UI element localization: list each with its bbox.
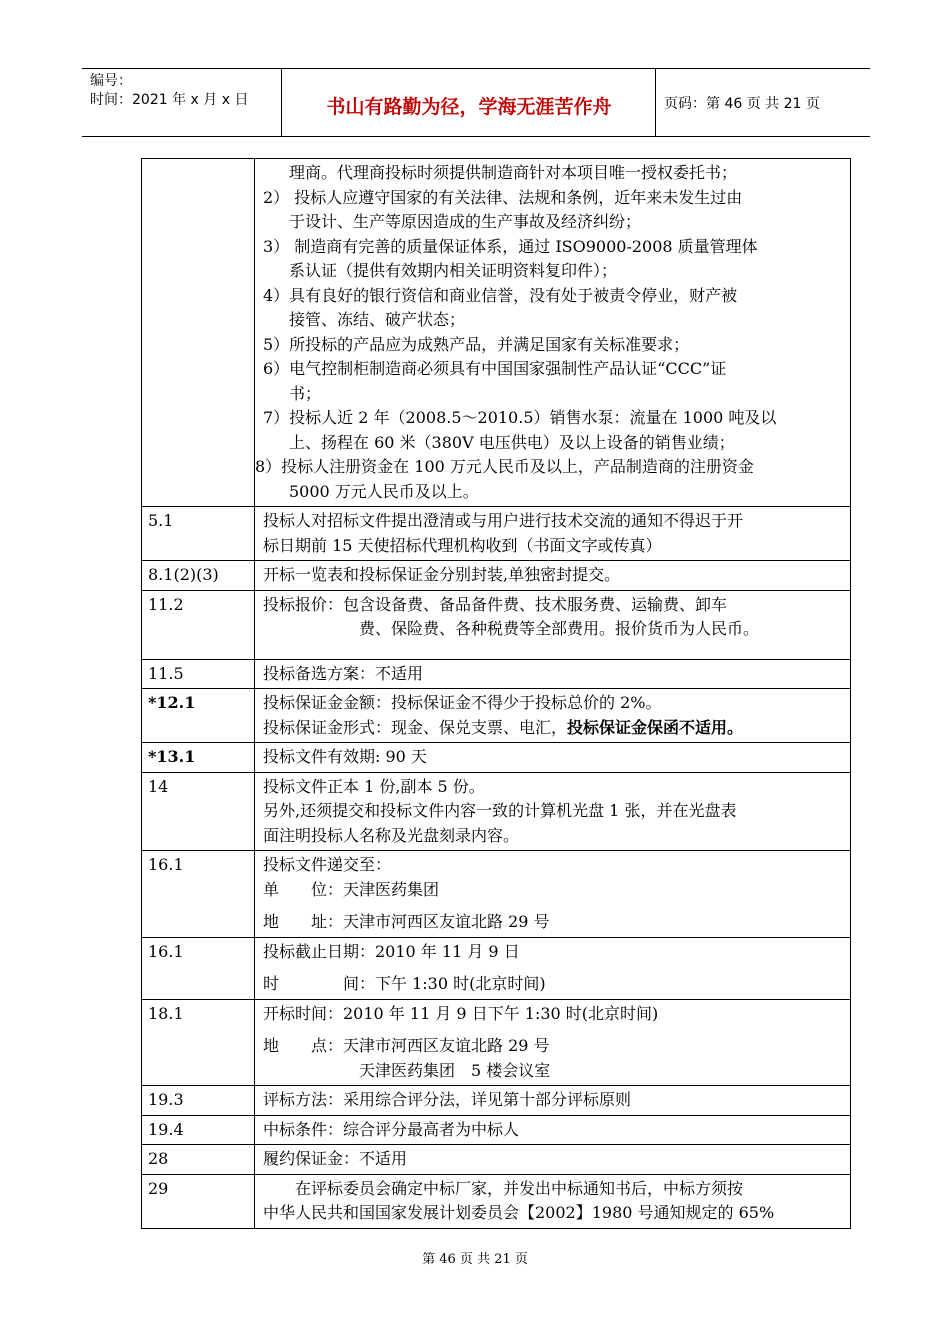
clause-content: 中标条件：综合评分最高者为中标人 <box>255 1115 851 1145</box>
table-row <box>142 659 851 689</box>
clause-content <box>255 1174 851 1228</box>
clause-number: 11.2 <box>142 590 255 659</box>
doc-date-label: 时间：2021 年 x 月 x 日 <box>90 92 249 108</box>
clause-content: 评标方法：采用综合评分法，详见第十部分评标原则 <box>255 1086 851 1116</box>
clause-number: 5.1 <box>142 507 255 561</box>
table-row <box>142 507 851 561</box>
clause-number: 16.1 <box>142 937 255 999</box>
clause-number: 29 <box>142 1174 255 1228</box>
content-line: 单 位：天津医药集团 <box>263 879 440 899</box>
table-row <box>142 1115 851 1145</box>
table-row <box>142 999 851 1086</box>
req-line: 7）投标人近 2 年（2008.5～2010.5）销售水泵：流量在 1000 吨及以 <box>263 408 777 427</box>
table-row <box>142 851 851 938</box>
content-line: 投标报价：包含设备费、备品备件费、技术服务费、运输费、卸车 <box>263 594 728 614</box>
table-row <box>142 689 851 743</box>
table-row <box>142 561 851 591</box>
clause-number: *12.1 <box>142 689 255 743</box>
clause-number: 16.1 <box>142 851 255 938</box>
content-line: 标日期前 15 天使招标代理机构收到（书面文字或传真） <box>263 535 662 555</box>
clause-content <box>255 772 851 851</box>
content-line: 在评标委员会确定中标厂家，并发出中标通知书后，中标方须按 <box>295 1178 744 1198</box>
clause-content <box>255 590 851 659</box>
clause-number <box>142 159 255 507</box>
content-line: 投标保证金金额：投标保证金不得少于投标总价的 2%。 <box>263 693 662 712</box>
clause-content: 履约保证金：不适用 <box>255 1145 851 1175</box>
header-top-rule <box>82 68 870 69</box>
req-line: 理商。代理商投标时须提供制造商针对本项目唯一授权委托书； <box>289 163 738 182</box>
clause-content <box>255 159 851 507</box>
clause-number: 19.4 <box>142 1115 255 1145</box>
table-row <box>142 937 851 999</box>
table-row <box>142 743 851 773</box>
header-divider-right <box>655 68 656 136</box>
header-motto: 书山有路勤为径，学海无涯苦作舟 <box>326 96 612 118</box>
req-line: 2） 投标人应遵守国家的有关法律、法规和条例，近年来未发生过由 <box>263 187 743 207</box>
clause-content: 投标备选方案：不适用 <box>255 659 851 689</box>
header-divider-left <box>281 68 282 136</box>
clause-content <box>255 999 851 1086</box>
content-line: 地 址：天津市河西区友谊北路 29 号 <box>263 912 550 931</box>
content-line: 投标截止日期：2010 年 11 月 9 日 <box>263 941 520 961</box>
table-row <box>142 1174 851 1228</box>
doc-code-label: 编号： <box>90 73 132 89</box>
content-line: 另外,还须提交和投标文件内容一致的计算机光盘 1 张，并在光盘表 <box>263 801 737 820</box>
content-line: 地 点：天津市河西区友谊北路 29 号 <box>263 1036 550 1055</box>
guarantee-note-bold: 投标保证金保函不适用。 <box>567 717 744 737</box>
clause-content: 投标文件有效期: 90 天 <box>255 743 851 773</box>
clause-number: 8.1(2)(3) <box>142 561 255 591</box>
clause-number: 18.1 <box>142 999 255 1086</box>
table-row <box>142 159 851 507</box>
clause-number: 28 <box>142 1145 255 1175</box>
req-line: 4）具有良好的银行资信和商业信誉，没有处于被责令停业，财产被 <box>263 285 738 305</box>
clause-content <box>255 507 851 561</box>
clause-number: 11.5 <box>142 659 255 689</box>
guarantee-forms: 投标保证金形式：现金、保兑支票、电汇， <box>263 717 568 737</box>
content-line: 投标文件递交至： <box>263 855 392 874</box>
table-row <box>142 590 851 659</box>
req-line: 5000 万元人民币及以上。 <box>289 481 479 501</box>
req-line: 接管、冻结、破产状态； <box>289 310 466 329</box>
req-line: 系认证（提供有效期内相关证明资料复印件）； <box>289 261 618 280</box>
table-row <box>142 772 851 851</box>
header-bottom-rule <box>82 136 870 137</box>
bid-data-table <box>141 158 851 1229</box>
clause-content: 开标一览表和投标保证金分别封装,单独密封提交。 <box>255 561 851 591</box>
header-page-info: 页码：第 46 页 共 21 页 <box>664 96 820 112</box>
req-line: 上、扬程在 60 米（380V 电压供电）及以上设备的销售业绩； <box>289 432 735 452</box>
clause-content <box>255 689 851 743</box>
content-line: 天津医药集团 5 楼会议室 <box>359 1060 551 1080</box>
req-line: 6）电气控制柜制造商必须具有中国国家强制性产品认证“CCC”证 <box>263 359 727 378</box>
clause-content <box>255 937 851 999</box>
content-line <box>263 716 844 741</box>
page-footer: 第 46 页 共 21 页 <box>422 1252 528 1267</box>
table-row <box>142 1145 851 1175</box>
clause-number: *13.1 <box>142 743 255 773</box>
clause-content <box>255 851 851 938</box>
req-line: 5）所投标的产品应为成熟产品，并满足国家有关标准要求； <box>263 334 690 354</box>
content-line: 中华人民共和国国家发展计划委员会【2002】1980 号通知规定的 65% <box>263 1203 775 1222</box>
content-line: 开标时间：2010 年 11 月 9 日下午 1:30 时(北京时间) <box>263 1003 659 1023</box>
req-line: 于设计、生产等原因造成的生产事故及经济纠纷； <box>289 212 642 231</box>
content-line: 面注明投标人名称及光盘刻录内容。 <box>263 825 520 845</box>
clause-number: 19.3 <box>142 1086 255 1116</box>
content-line: 投标人对招标文件提出澄清或与用户进行技术交流的通知不得迟于开 <box>263 511 744 530</box>
clause-number: 14 <box>142 772 255 851</box>
content-line: 时 间：下午 1:30 时(北京时间) <box>263 974 546 993</box>
header-meta <box>90 72 248 110</box>
table-row <box>142 1086 851 1116</box>
content-line: 投标文件正本 1 份,副本 5 份。 <box>263 776 485 796</box>
content-line: 费、保险费、各种税费等全部费用。报价货币为人民币。 <box>359 619 760 638</box>
req-line: 书； <box>289 383 322 403</box>
req-line: 3） 制造商有完善的质量保证体系，通过 ISO9000-2008 质量管理体 <box>263 236 758 256</box>
req-line: 8）投标人注册资金在 100 万元人民币及以上，产品制造商的注册资金 <box>255 457 754 476</box>
